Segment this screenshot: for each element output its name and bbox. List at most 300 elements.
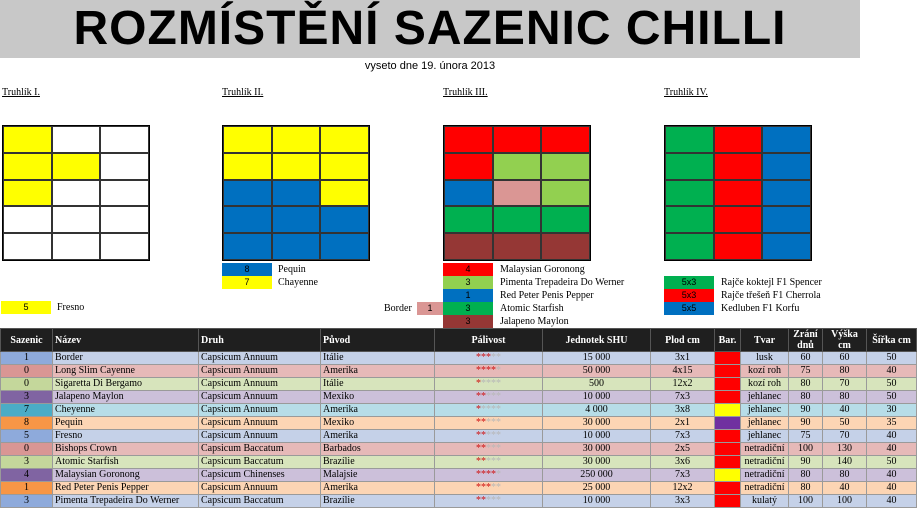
cell-shu: 10 000 xyxy=(543,495,651,508)
cell-maturity: 80 xyxy=(789,469,823,482)
cell-width: 50 xyxy=(867,391,917,404)
cell-fruit-size: 3x8 xyxy=(651,404,715,417)
cell-fruit-size: 12x2 xyxy=(651,378,715,391)
column-header[interactable]: Zrání dnů xyxy=(789,329,823,352)
cell-width: 40 xyxy=(867,365,917,378)
legend-swatch: 1 xyxy=(417,302,443,315)
legend-label: Fresno xyxy=(57,302,85,313)
cell-shu: 30 000 xyxy=(543,417,651,430)
legend-swatch: 5x5 xyxy=(664,302,714,315)
heat-star-icon: * xyxy=(486,378,491,389)
heat-star-icon: * xyxy=(496,352,501,363)
cell-species: Capsicum Chinenses xyxy=(199,469,321,482)
cell-heat xyxy=(435,365,543,378)
cell-height: 130 xyxy=(823,443,867,456)
cell-origin: Itálie xyxy=(321,378,435,391)
planting-cell xyxy=(223,233,272,260)
cell-species: Capsicum Annuum xyxy=(199,430,321,443)
cell-name: Sigaretta Di Bergamo xyxy=(53,378,199,391)
cell-origin: Malajsie xyxy=(321,469,435,482)
heat-star-icon: * xyxy=(481,443,486,454)
cell-height: 80 xyxy=(823,391,867,404)
plants-table xyxy=(0,328,917,508)
table-row xyxy=(1,352,917,365)
heat-star-icon: * xyxy=(486,391,491,402)
planting-cell xyxy=(272,233,321,260)
heat-star-icon: * xyxy=(491,417,496,428)
cell-color xyxy=(715,417,741,430)
cell-species: Capsicum Annuum xyxy=(199,391,321,404)
legend-label: Pequin xyxy=(278,264,306,275)
cell-width: 40 xyxy=(867,495,917,508)
cell-fruit-size: 2x1 xyxy=(651,417,715,430)
cell-shape: kozí roh xyxy=(741,378,789,391)
legend-swatch: 8 xyxy=(222,263,272,276)
heat-star-icon: * xyxy=(491,482,496,493)
cell-count: 0 xyxy=(1,365,53,378)
cell-shu: 30 000 xyxy=(543,443,651,456)
heat-star-icon: * xyxy=(476,378,481,389)
planting-cell xyxy=(665,233,714,260)
planting-cell xyxy=(272,126,321,153)
cell-species: Capsicum Annuum xyxy=(199,352,321,365)
planting-cell xyxy=(444,180,493,207)
heat-star-icon: * xyxy=(476,430,481,441)
planting-cell xyxy=(541,233,590,260)
cell-name: Fresno xyxy=(53,430,199,443)
planting-cell xyxy=(320,126,369,153)
cell-width: 40 xyxy=(867,430,917,443)
heat-star-icon: * xyxy=(491,404,496,415)
table-row xyxy=(1,365,917,378)
planting-cell xyxy=(714,126,763,153)
legend-label: Red Peter Penis Pepper xyxy=(500,290,594,301)
planting-cell xyxy=(52,180,101,207)
planting-cell xyxy=(714,206,763,233)
trough-grid-2 xyxy=(222,125,370,261)
cell-width: 40 xyxy=(867,482,917,495)
cell-name: Atomic Starfish xyxy=(53,456,199,469)
cell-height: 70 xyxy=(823,378,867,391)
cell-heat xyxy=(435,443,543,456)
heat-star-icon: * xyxy=(476,482,481,493)
planting-cell xyxy=(100,153,149,180)
cell-color xyxy=(715,365,741,378)
planting-cell xyxy=(714,180,763,207)
cell-shape: kozí roh xyxy=(741,365,789,378)
planting-cell xyxy=(3,233,52,260)
cell-heat xyxy=(435,456,543,469)
planting-cell xyxy=(493,206,542,233)
cell-height: 80 xyxy=(823,365,867,378)
heat-star-icon: * xyxy=(476,391,481,402)
cell-color xyxy=(715,352,741,365)
cell-shu: 10 000 xyxy=(543,391,651,404)
heat-star-icon: * xyxy=(476,417,481,428)
cell-heat xyxy=(435,482,543,495)
cell-count: 5 xyxy=(1,430,53,443)
cell-height: 80 xyxy=(823,469,867,482)
cell-name: Border xyxy=(53,352,199,365)
cell-maturity: 100 xyxy=(789,443,823,456)
planting-cell xyxy=(100,180,149,207)
planting-cell xyxy=(272,153,321,180)
cell-species: Capsicum Annuum xyxy=(199,404,321,417)
table-row xyxy=(1,378,917,391)
cell-shu: 25 000 xyxy=(543,482,651,495)
planting-cell xyxy=(52,206,101,233)
cell-count: 1 xyxy=(1,482,53,495)
cell-heat xyxy=(435,417,543,430)
cell-species: Capsicum Baccatum xyxy=(199,456,321,469)
cell-origin: Amerika xyxy=(321,365,435,378)
heat-star-icon: * xyxy=(486,404,491,415)
cell-name: Pimenta Trepadeira Do Werner xyxy=(53,495,199,508)
planting-cell xyxy=(52,126,101,153)
cell-origin: Mexiko xyxy=(321,417,435,430)
cell-name: Cheyenne xyxy=(53,404,199,417)
cell-maturity: 80 xyxy=(789,378,823,391)
cell-shu: 15 000 xyxy=(543,352,651,365)
planting-cell xyxy=(3,180,52,207)
cell-heat xyxy=(435,378,543,391)
planting-cell xyxy=(52,153,101,180)
cell-color xyxy=(715,443,741,456)
planting-cell xyxy=(714,233,763,260)
table-row xyxy=(1,456,917,469)
cell-width: 40 xyxy=(867,443,917,456)
heat-star-icon: * xyxy=(486,469,491,480)
planting-cell xyxy=(3,126,52,153)
cell-shape: lusk xyxy=(741,352,789,365)
column-header[interactable]: Název xyxy=(53,329,199,352)
cell-origin: Itálie xyxy=(321,352,435,365)
cell-shu: 250 000 xyxy=(543,469,651,482)
cell-origin: Amerika xyxy=(321,430,435,443)
planting-cell xyxy=(52,233,101,260)
heat-star-icon: * xyxy=(496,495,501,506)
planting-cell xyxy=(272,180,321,207)
legend-swatch: 3 xyxy=(443,276,493,289)
heat-star-icon: * xyxy=(486,495,491,506)
cell-height: 50 xyxy=(823,417,867,430)
table-row xyxy=(1,417,917,430)
cell-fruit-size: 12x2 xyxy=(651,482,715,495)
heat-star-icon: * xyxy=(491,352,496,363)
planting-cell xyxy=(762,126,811,153)
cell-maturity: 80 xyxy=(789,391,823,404)
table-header xyxy=(1,329,917,352)
cell-origin: Barbados xyxy=(321,443,435,456)
heat-star-icon: * xyxy=(496,404,501,415)
column-header[interactable]: Původ xyxy=(321,329,435,352)
cell-origin: Brazílie xyxy=(321,456,435,469)
cell-fruit-size: 3x1 xyxy=(651,352,715,365)
trough-label-3: Truhlík III. xyxy=(443,87,488,98)
column-header[interactable]: Výška cm xyxy=(823,329,867,352)
cell-fruit-size: 7x3 xyxy=(651,469,715,482)
planting-cell xyxy=(493,153,542,180)
legend-swatch: 1 xyxy=(443,289,493,302)
planting-cell xyxy=(541,153,590,180)
heat-star-icon: * xyxy=(491,365,496,376)
planting-cell xyxy=(762,153,811,180)
column-header[interactable]: Bar. xyxy=(715,329,741,352)
cell-shu: 50 000 xyxy=(543,365,651,378)
heat-star-icon: * xyxy=(481,391,486,402)
cell-species: Capsicum Baccatum xyxy=(199,495,321,508)
legend-swatch: 5x3 xyxy=(664,276,714,289)
cell-maturity: 100 xyxy=(789,495,823,508)
planting-cell xyxy=(444,126,493,153)
cell-width: 40 xyxy=(867,469,917,482)
cell-shape: jehlanec xyxy=(741,391,789,404)
cell-count: 4 xyxy=(1,469,53,482)
cell-count: 0 xyxy=(1,378,53,391)
trough-grid-4 xyxy=(664,125,812,261)
sowing-date: vyseto dne 19. února 2013 xyxy=(364,60,496,72)
cell-height: 100 xyxy=(823,495,867,508)
cell-origin: Amerika xyxy=(321,482,435,495)
cell-color xyxy=(715,482,741,495)
cell-shape: netradiční xyxy=(741,469,789,482)
heat-star-icon: * xyxy=(481,378,486,389)
cell-shu: 500 xyxy=(543,378,651,391)
planting-cell xyxy=(493,126,542,153)
cell-origin: Brazílie xyxy=(321,495,435,508)
cell-heat xyxy=(435,391,543,404)
cell-fruit-size: 7x3 xyxy=(651,430,715,443)
heat-star-icon: * xyxy=(481,482,486,493)
heat-star-icon: * xyxy=(481,352,486,363)
heat-star-icon: * xyxy=(481,495,486,506)
planting-cell xyxy=(493,233,542,260)
cell-name: Red Peter Penis Pepper xyxy=(53,482,199,495)
trough-label-1: Truhlík I. xyxy=(2,87,40,98)
heat-star-icon: * xyxy=(476,469,481,480)
planting-cell xyxy=(320,206,369,233)
planting-cell xyxy=(223,206,272,233)
planting-cell xyxy=(3,153,52,180)
planting-cell xyxy=(100,126,149,153)
planting-cell xyxy=(444,153,493,180)
cell-name: Pequin xyxy=(53,417,199,430)
cell-height: 60 xyxy=(823,352,867,365)
heat-star-icon: * xyxy=(491,469,496,480)
heat-star-icon: * xyxy=(496,365,501,376)
cell-count: 7 xyxy=(1,404,53,417)
planting-cell xyxy=(541,180,590,207)
heat-star-icon: * xyxy=(476,404,481,415)
cell-shape: jehlanec xyxy=(741,430,789,443)
heat-star-icon: * xyxy=(481,430,486,441)
cell-count: 1 xyxy=(1,352,53,365)
heat-star-icon: * xyxy=(496,378,501,389)
planting-cell xyxy=(665,206,714,233)
cell-species: Capsicum Annuum xyxy=(199,417,321,430)
planting-cell xyxy=(541,206,590,233)
column-header[interactable]: Druh xyxy=(199,329,321,352)
cell-color xyxy=(715,404,741,417)
planting-cell xyxy=(223,180,272,207)
planting-cell xyxy=(541,126,590,153)
planting-cell xyxy=(714,153,763,180)
heat-star-icon: * xyxy=(476,495,481,506)
planting-cell xyxy=(444,233,493,260)
heat-star-icon: * xyxy=(486,365,491,376)
heat-star-icon: * xyxy=(496,469,501,480)
cell-maturity: 90 xyxy=(789,417,823,430)
cell-color xyxy=(715,430,741,443)
column-header[interactable]: Šířka cm xyxy=(867,329,917,352)
cell-width: 50 xyxy=(867,378,917,391)
heat-star-icon: * xyxy=(496,456,501,467)
legend-label: Kedluben F1 Korfu xyxy=(721,303,800,314)
planting-cell xyxy=(223,126,272,153)
planting-cell xyxy=(665,153,714,180)
cell-shape: jehlanec xyxy=(741,404,789,417)
planting-cell xyxy=(762,206,811,233)
heat-star-icon: * xyxy=(481,456,486,467)
cell-name: Bishops Crown xyxy=(53,443,199,456)
cell-heat xyxy=(435,469,543,482)
cell-count: 3 xyxy=(1,495,53,508)
planting-cell xyxy=(493,180,542,207)
heat-star-icon: * xyxy=(491,495,496,506)
cell-color xyxy=(715,378,741,391)
heat-star-icon: * xyxy=(491,456,496,467)
cell-count: 3 xyxy=(1,456,53,469)
planting-cell xyxy=(3,206,52,233)
cell-shu: 4 000 xyxy=(543,404,651,417)
column-header[interactable]: Tvar xyxy=(741,329,789,352)
cell-species: Capsicum Baccatum xyxy=(199,443,321,456)
heat-star-icon: * xyxy=(486,430,491,441)
heat-star-icon: * xyxy=(476,352,481,363)
cell-maturity: 75 xyxy=(789,430,823,443)
heat-star-icon: * xyxy=(486,482,491,493)
trough-label-4: Truhlík IV. xyxy=(664,87,708,98)
table-row xyxy=(1,482,917,495)
planting-cell xyxy=(665,126,714,153)
heat-star-icon: * xyxy=(491,430,496,441)
heat-star-icon: * xyxy=(486,417,491,428)
heat-star-icon: * xyxy=(496,430,501,441)
column-header[interactable]: Sazenic xyxy=(1,329,53,352)
heat-star-icon: * xyxy=(496,417,501,428)
legend-swatch: 7 xyxy=(222,276,272,289)
trough-grid-3 xyxy=(443,125,591,261)
table-row xyxy=(1,469,917,482)
cell-shape: netradiční xyxy=(741,482,789,495)
cell-heat xyxy=(435,495,543,508)
trough-grid-1 xyxy=(2,125,150,261)
cell-color xyxy=(715,469,741,482)
heat-star-icon: * xyxy=(481,365,486,376)
page-title: ROZMÍSTĚNÍ SAZENIC CHILLI xyxy=(73,2,787,55)
planting-cell xyxy=(272,206,321,233)
cell-shape: jehlanec xyxy=(741,417,789,430)
cell-count: 8 xyxy=(1,417,53,430)
legend-label: Jalapeno Maylon xyxy=(500,316,569,327)
cell-shape: netradiční xyxy=(741,456,789,469)
heat-star-icon: * xyxy=(486,443,491,454)
cell-maturity: 75 xyxy=(789,365,823,378)
cell-species: Capsicum Annuum xyxy=(199,378,321,391)
planting-cell xyxy=(320,153,369,180)
cell-name: Long Slim Cayenne xyxy=(53,365,199,378)
cell-shu: 10 000 xyxy=(543,430,651,443)
cell-color xyxy=(715,391,741,404)
cell-width: 30 xyxy=(867,404,917,417)
legend-label: Chayenne xyxy=(278,277,318,288)
table-row xyxy=(1,495,917,508)
cell-width: 35 xyxy=(867,417,917,430)
heat-star-icon: * xyxy=(481,469,486,480)
planting-cell xyxy=(100,206,149,233)
cell-count: 0 xyxy=(1,443,53,456)
planting-cell xyxy=(665,180,714,207)
table-row xyxy=(1,443,917,456)
legend-label: Malaysian Goronong xyxy=(500,264,585,275)
heat-star-icon: * xyxy=(491,378,496,389)
cell-fruit-size: 3x3 xyxy=(651,495,715,508)
heat-star-icon: * xyxy=(491,443,496,454)
cell-name: Malaysian Goronong xyxy=(53,469,199,482)
cell-origin: Amerika xyxy=(321,404,435,417)
heat-star-icon: * xyxy=(481,417,486,428)
table-row xyxy=(1,430,917,443)
cell-fruit-size: 4x15 xyxy=(651,365,715,378)
heat-star-icon: * xyxy=(496,391,501,402)
cell-heat xyxy=(435,352,543,365)
cell-fruit-size: 3x6 xyxy=(651,456,715,469)
heat-star-icon: * xyxy=(476,443,481,454)
column-header[interactable]: Pálivost xyxy=(435,329,543,352)
planting-cell xyxy=(762,180,811,207)
cell-color xyxy=(715,495,741,508)
cell-height: 40 xyxy=(823,404,867,417)
cell-height: 70 xyxy=(823,430,867,443)
cell-height: 40 xyxy=(823,482,867,495)
planting-cell xyxy=(100,233,149,260)
table-row xyxy=(1,391,917,404)
heat-star-icon: * xyxy=(476,456,481,467)
planting-cell xyxy=(223,153,272,180)
column-header[interactable]: Plod cm xyxy=(651,329,715,352)
table-row xyxy=(1,404,917,417)
heat-star-icon: * xyxy=(486,456,491,467)
legend-label: Pimenta Trepadeira Do Werner xyxy=(500,277,625,288)
cell-heat xyxy=(435,404,543,417)
cell-shape: netradiční xyxy=(741,443,789,456)
cell-height: 140 xyxy=(823,456,867,469)
planting-cell xyxy=(320,233,369,260)
legend-swatch: 5 xyxy=(1,301,51,314)
cell-maturity: 60 xyxy=(789,352,823,365)
planting-cell xyxy=(762,233,811,260)
heat-star-icon: * xyxy=(496,443,501,454)
cell-species: Capsicum Annuum xyxy=(199,482,321,495)
cell-fruit-size: 7x3 xyxy=(651,391,715,404)
heat-star-icon: * xyxy=(481,404,486,415)
cell-color xyxy=(715,456,741,469)
cell-width: 50 xyxy=(867,456,917,469)
column-header[interactable]: Jednotek SHU xyxy=(543,329,651,352)
cell-maturity: 80 xyxy=(789,482,823,495)
legend-swatch: 5x3 xyxy=(664,289,714,302)
legend-label: Border xyxy=(384,303,412,314)
